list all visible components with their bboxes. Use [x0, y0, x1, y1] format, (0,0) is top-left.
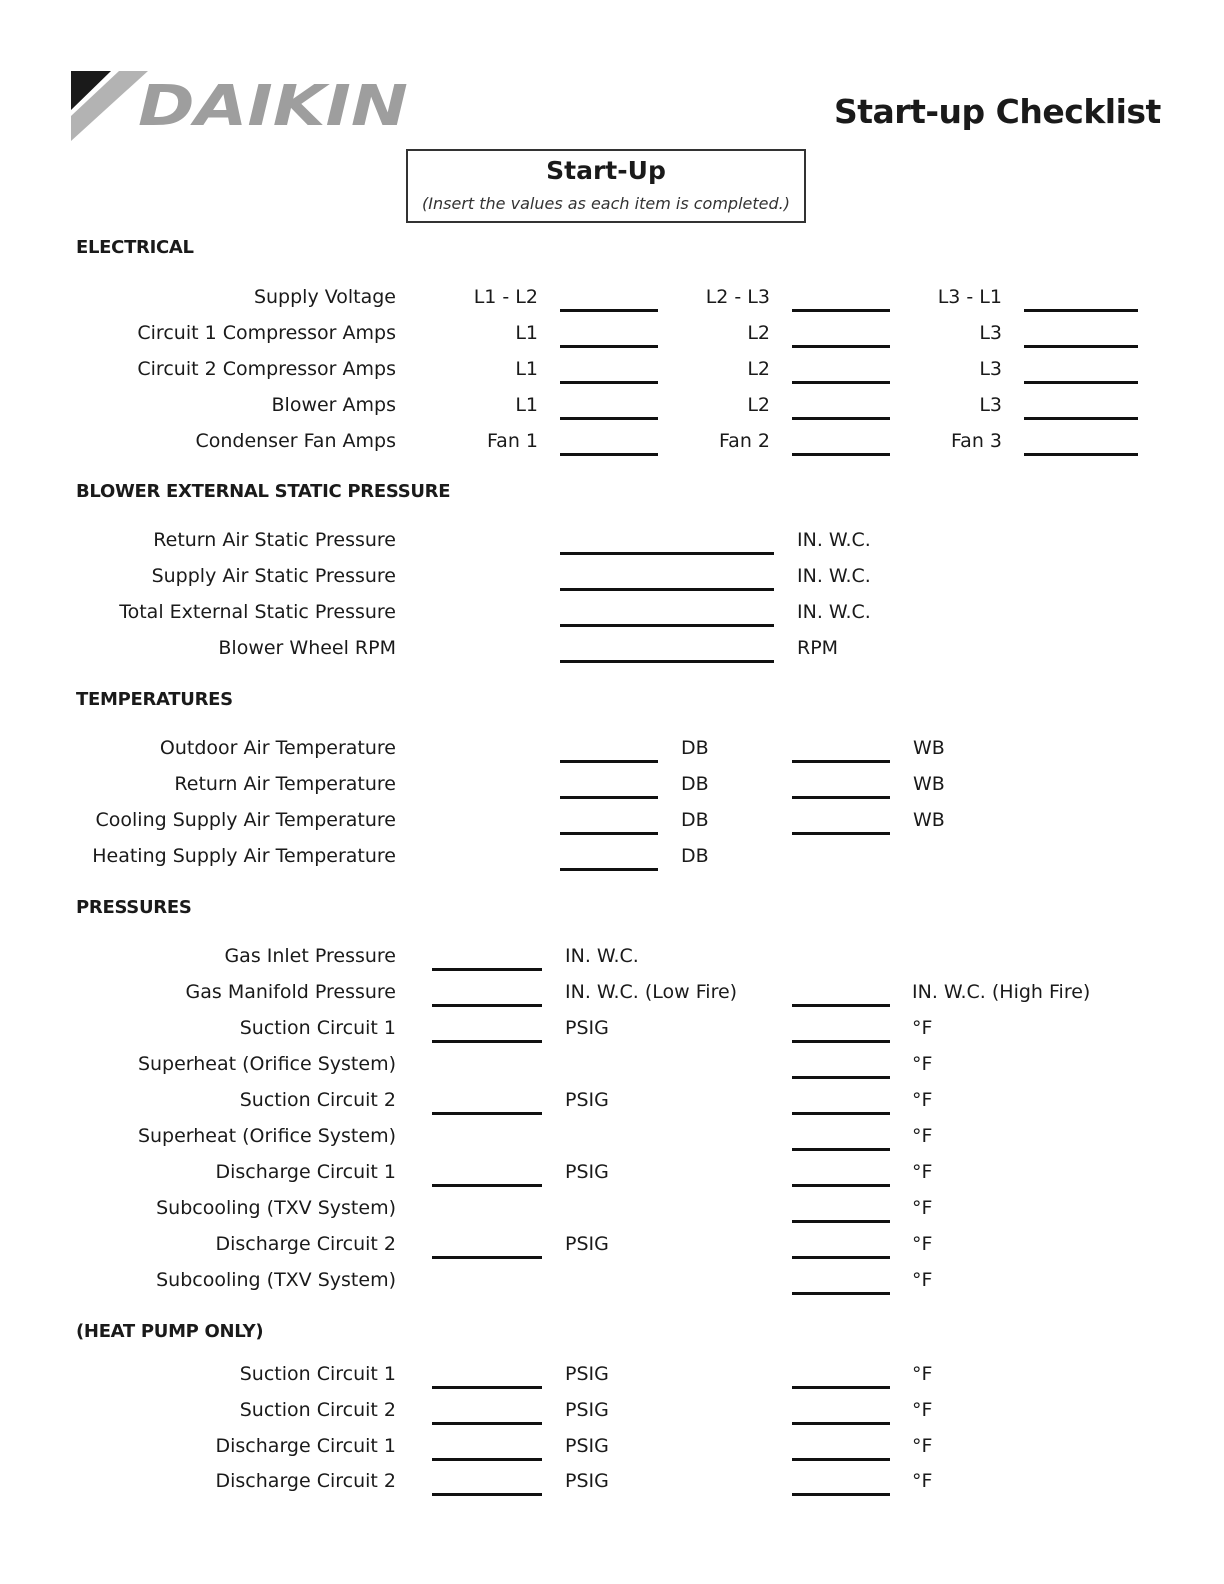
entry-field[interactable] — [792, 1458, 890, 1461]
entry-field[interactable] — [792, 1076, 890, 1079]
entry-field[interactable] — [560, 588, 774, 591]
row-label: Heating Supply Air Temperature — [92, 845, 396, 867]
entry-field[interactable] — [792, 1386, 890, 1389]
phase-label: L3 - L1 — [937, 286, 1002, 308]
unit-label: °F — [912, 1089, 933, 1111]
row-label: Superheat (Orifice System) — [137, 1125, 396, 1147]
entry-field[interactable] — [792, 1292, 890, 1295]
unit-label: °F — [912, 1017, 933, 1039]
phase-label: L2 — [747, 394, 770, 416]
entry-field[interactable] — [432, 1458, 542, 1461]
entry-field[interactable] — [560, 309, 658, 312]
unit-label: PSIG — [565, 1399, 609, 1421]
entry-field[interactable] — [792, 1422, 890, 1425]
entry-field[interactable] — [792, 796, 890, 799]
entry-field[interactable] — [792, 1256, 890, 1259]
entry-field[interactable] — [560, 552, 774, 555]
unit-label: DB — [681, 845, 709, 867]
row-label: Discharge Circuit 2 — [215, 1233, 396, 1255]
row-label: Outdoor Air Temperature — [159, 737, 396, 759]
unit-label: DB — [681, 773, 709, 795]
entry-field[interactable] — [560, 417, 658, 420]
unit-label: °F — [912, 1435, 933, 1457]
row-label: Supply Voltage — [253, 286, 396, 308]
unit-label: DB — [681, 809, 709, 831]
entry-field[interactable] — [792, 1112, 890, 1115]
unit-label: IN. W.C. (High Fire) — [912, 981, 1091, 1003]
phase-label: Fan 2 — [719, 430, 770, 452]
unit-label: °F — [912, 1363, 933, 1385]
entry-field[interactable] — [1024, 381, 1138, 384]
entry-field[interactable] — [792, 1040, 890, 1043]
row-label: Return Air Static Pressure — [153, 529, 396, 551]
entry-field[interactable] — [432, 1040, 542, 1043]
entry-field[interactable] — [792, 381, 890, 384]
phase-label: L1 — [515, 358, 538, 380]
entry-field[interactable] — [792, 1220, 890, 1223]
unit-label: IN. W.C. — [797, 529, 871, 551]
unit-label: DB — [681, 737, 709, 759]
row-label: Suction Circuit 1 — [239, 1017, 396, 1039]
page-title: Start-up Checklist — [834, 92, 1161, 131]
entry-field[interactable] — [560, 760, 658, 763]
entry-field[interactable] — [792, 417, 890, 420]
phase-label: L1 — [515, 322, 538, 344]
row-label: Discharge Circuit 1 — [215, 1161, 396, 1183]
entry-field[interactable] — [792, 1493, 890, 1496]
entry-field[interactable] — [560, 796, 658, 799]
unit-label: °F — [912, 1269, 933, 1291]
row-label: Blower Wheel RPM — [218, 637, 396, 659]
unit-label: RPM — [797, 637, 839, 659]
entry-field[interactable] — [1024, 453, 1138, 456]
entry-field[interactable] — [792, 309, 890, 312]
phase-label: Fan 3 — [951, 430, 1002, 452]
row-label: Suction Circuit 2 — [239, 1089, 396, 1111]
row-label: Circuit 1 Compressor Amps — [137, 322, 396, 344]
unit-label: °F — [912, 1161, 933, 1183]
entry-field[interactable] — [432, 1386, 542, 1389]
unit-label: PSIG — [565, 1363, 609, 1385]
row-label: Discharge Circuit 1 — [215, 1435, 396, 1457]
entry-field[interactable] — [432, 1256, 542, 1259]
entry-field[interactable] — [792, 453, 890, 456]
phase-label: L3 — [979, 322, 1002, 344]
daikin-logo — [68, 68, 413, 144]
entry-field[interactable] — [792, 832, 890, 835]
entry-field[interactable] — [560, 381, 658, 384]
unit-label: WB — [913, 773, 945, 795]
row-label: Cooling Supply Air Temperature — [95, 809, 396, 831]
unit-label: PSIG — [565, 1089, 609, 1111]
unit-label: PSIG — [565, 1161, 609, 1183]
unit-label: IN. W.C. — [797, 601, 871, 623]
row-label: Circuit 2 Compressor Amps — [137, 358, 396, 380]
entry-field[interactable] — [432, 1422, 542, 1425]
entry-field[interactable] — [792, 1184, 890, 1187]
row-label: Total External Static Pressure — [119, 601, 396, 623]
row-label: Condenser Fan Amps — [195, 430, 396, 452]
entry-field[interactable] — [1024, 309, 1138, 312]
unit-label: WB — [913, 809, 945, 831]
instruction-box-title: Start-Up — [546, 156, 666, 185]
entry-field[interactable] — [432, 1004, 542, 1007]
section-temperatures-heading: TEMPERATURES — [76, 689, 233, 710]
section-static-pressure-heading: BLOWER EXTERNAL STATIC PRESSURE — [76, 481, 451, 502]
unit-label: PSIG — [565, 1233, 609, 1255]
entry-field[interactable] — [1024, 345, 1138, 348]
unit-label: WB — [913, 737, 945, 759]
phase-label: L1 — [515, 394, 538, 416]
section-electrical-heading: ELECTRICAL — [76, 237, 194, 258]
unit-label: °F — [912, 1125, 933, 1147]
row-label: Gas Manifold Pressure — [185, 981, 396, 1003]
phase-label: L2 — [747, 358, 770, 380]
row-label: Blower Amps — [271, 394, 396, 416]
entry-field[interactable] — [432, 1112, 542, 1115]
row-label: Superheat (Orifice System) — [137, 1053, 396, 1075]
section-pressures-heading: PRESSURES — [76, 897, 192, 918]
unit-label: °F — [912, 1470, 933, 1492]
entry-field[interactable] — [792, 345, 890, 348]
unit-label: IN. W.C. — [797, 565, 871, 587]
row-label: Suction Circuit 2 — [239, 1399, 396, 1421]
unit-label: PSIG — [565, 1435, 609, 1457]
row-label: Return Air Temperature — [174, 773, 396, 795]
row-label: Subcooling (TXV System) — [156, 1197, 396, 1219]
unit-label: IN. W.C. — [565, 945, 639, 967]
row-label: Discharge Circuit 2 — [215, 1470, 396, 1492]
entry-field[interactable] — [792, 1148, 890, 1151]
unit-label: °F — [912, 1399, 933, 1421]
unit-label: PSIG — [565, 1017, 609, 1039]
row-label: Suction Circuit 1 — [239, 1363, 396, 1385]
section-heat-pump-heading: (HEAT PUMP ONLY) — [76, 1321, 264, 1342]
phase-label: L2 - L3 — [705, 286, 770, 308]
unit-label: °F — [912, 1053, 933, 1075]
phase-label: L3 — [979, 358, 1002, 380]
unit-label: °F — [912, 1233, 933, 1255]
unit-label: °F — [912, 1197, 933, 1219]
entry-field[interactable] — [792, 1004, 890, 1007]
brand-wordmark: DAIKIN — [138, 74, 408, 139]
instruction-box — [406, 149, 806, 223]
entry-field[interactable] — [560, 624, 774, 627]
instruction-box-subtitle: (Insert the values as each item is completed.) — [422, 194, 790, 213]
entry-field[interactable] — [432, 1493, 542, 1496]
entry-field[interactable] — [432, 968, 542, 971]
entry-field[interactable] — [560, 345, 658, 348]
unit-label: PSIG — [565, 1470, 609, 1492]
entry-field[interactable] — [560, 868, 658, 871]
entry-field[interactable] — [1024, 417, 1138, 420]
entry-field[interactable] — [792, 760, 890, 763]
entry-field[interactable] — [560, 832, 658, 835]
entry-field[interactable] — [560, 660, 774, 663]
phase-label: L1 - L2 — [473, 286, 538, 308]
row-label: Supply Air Static Pressure — [151, 565, 396, 587]
phase-label: L2 — [747, 322, 770, 344]
row-label: Subcooling (TXV System) — [156, 1269, 396, 1291]
phase-label: L3 — [979, 394, 1002, 416]
entry-field[interactable] — [560, 453, 658, 456]
phase-label: Fan 1 — [487, 430, 538, 452]
unit-label: IN. W.C. (Low Fire) — [565, 981, 738, 1003]
row-label: Gas Inlet Pressure — [224, 945, 396, 967]
entry-field[interactable] — [432, 1184, 542, 1187]
